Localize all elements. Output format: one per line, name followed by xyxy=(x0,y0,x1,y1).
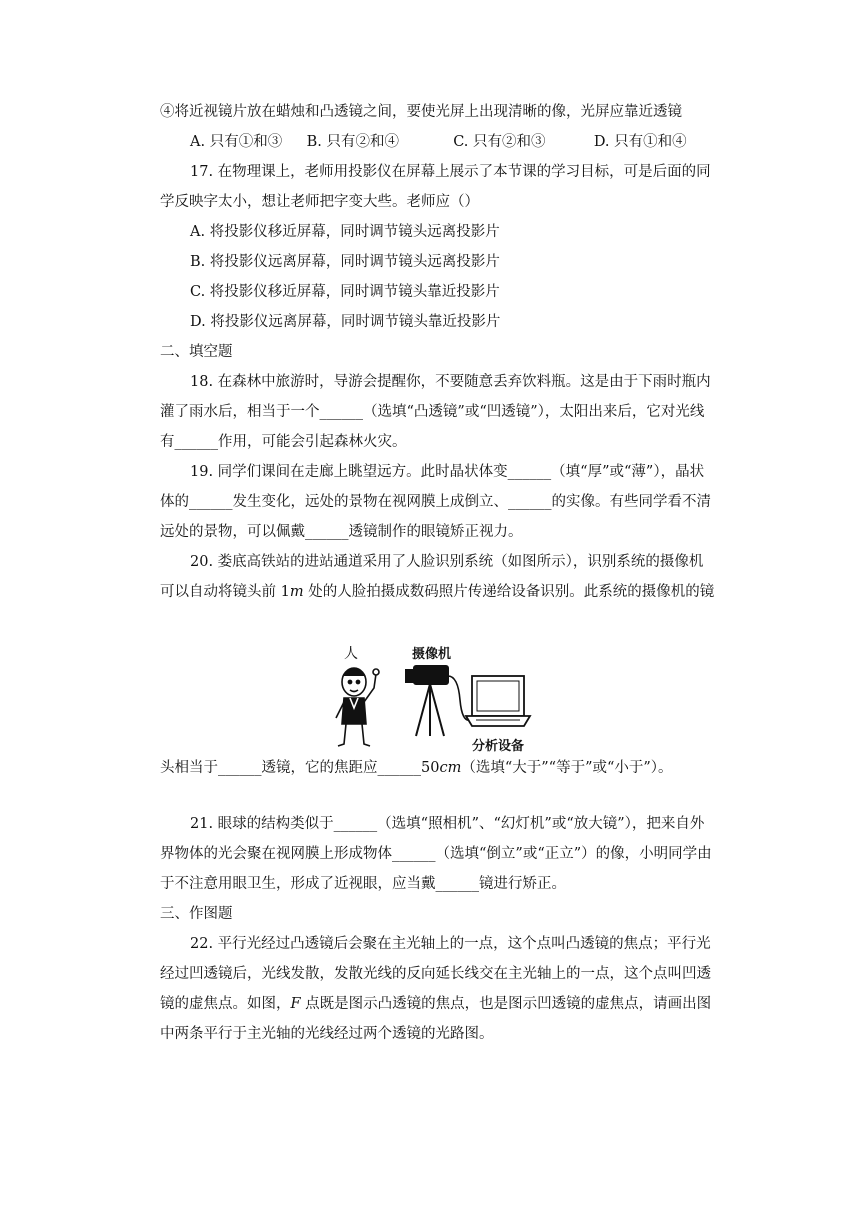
face-recognition-figure xyxy=(330,640,540,756)
q19-line1: 19. 同学们课间在走廊上眺望远方。此时晶状体变______（填“厚”或“薄”），晶状 xyxy=(190,464,705,480)
face-recognition-illustration xyxy=(330,640,540,756)
q22-symbol-f: F xyxy=(290,996,301,1012)
q17-option-b: B. 将投影仪远离屏幕，同时调节镜头远离投影片 xyxy=(190,254,500,270)
q19-line3: 远处的景物，可以佩戴______透镜制作的眼镜矫正视力。 xyxy=(160,524,523,540)
q16-option-c: C. 只有②和③ xyxy=(453,134,546,150)
section-heading-drawing: 三、作图题 xyxy=(160,906,233,922)
q18-line3: 有______作用，可能会引起森林火灾。 xyxy=(160,434,407,450)
q20-line3 xyxy=(160,758,740,778)
q21-line3: 于不注意用眼卫生，形成了近视眼，应当戴______镜进行矫正。 xyxy=(160,876,566,892)
q20-unit-m: m xyxy=(289,584,304,600)
q22-line1: 22. 平行光经过凸透镜后会聚在主光轴上的一点，这个点叫凸透镜的焦点；平行光 xyxy=(190,936,711,952)
q17-option-d: D. 将投影仪远离屏幕，同时调节镜头靠近投影片 xyxy=(190,314,501,330)
q16-option-b: B. 只有②和④ xyxy=(306,134,399,150)
camera-icon xyxy=(406,666,448,736)
figure-label-device: 分析设备 xyxy=(472,739,525,754)
q17-line2: 学反映字太小，想让老师把字变大些。老师应（） xyxy=(160,194,479,210)
q20-line3-start: 头相当于______透镜，它的焦距应______50 xyxy=(160,760,440,776)
figure-label-person: 人 xyxy=(344,646,358,662)
q20-line2 xyxy=(160,582,740,602)
q20-unit-cm: cm xyxy=(439,760,462,776)
cable xyxy=(448,676,470,720)
q22-line4: 中两条平行于主光轴的光线经过两个透镜的光路图。 xyxy=(160,1026,494,1042)
q17-line1: 17. 在物理课上，老师用投影仪在屏幕上展示了本节课的学习目标，可是后面的同 xyxy=(190,164,711,180)
q21-line1: 21. 眼球的结构类似于______（选填“照相机”、“幻灯机”或“放大镜”），把来自外 xyxy=(190,816,705,832)
section-heading-fill-blank: 二、填空题 xyxy=(160,344,233,360)
laptop-icon xyxy=(466,676,530,726)
q20-line3-end: （选填“大于”“等于”或“小于”）。 xyxy=(461,760,673,776)
figure-label-camera: 摄像机 xyxy=(412,647,452,662)
q16-option-a: A. 只有①和③ xyxy=(190,134,283,150)
q20-line2-end: 处的人脸拍摄成数码照片传递给设备识别。此系统的摄像机的镜 xyxy=(303,584,715,600)
person-icon xyxy=(336,668,379,746)
q19-line2: 体的______发生变化，远处的景物在视网膜上成倒立、______的实像。有些同学看不清 xyxy=(160,494,711,510)
q22-line3 xyxy=(160,994,740,1014)
q17-option-c: C. 将投影仪移近屏幕，同时调节镜头靠近投影片 xyxy=(190,284,500,300)
q16-option-d: D. 只有①和④ xyxy=(593,134,687,150)
q16-options xyxy=(190,132,687,152)
q18-line1: 18. 在森林中旅游时，导游会提醒你，不要随意丢弃饮料瓶。这是由于下雨时瓶内 xyxy=(190,374,711,390)
q17-option-a: A. 将投影仪移近屏幕，同时调节镜头远离投影片 xyxy=(190,224,500,240)
q22-line3-start: 镜的虚焦点。如图， xyxy=(160,996,291,1012)
q20-line2-start: 可以自动将镜头前 1 xyxy=(160,584,290,600)
q20-line1: 20. 娄底高铁站的进站通道采用了人脸识别系统（如图所示），识别系统的摄像机 xyxy=(190,554,704,570)
q18-line2: 灌了雨水后，相当于一个______（选填“凸透镜”或“凹透镜”），太阳出来后，它对光线 xyxy=(160,404,705,420)
q21-line2: 界物体的光会聚在视网膜上形成物体______（选填“倒立”或“正立”）的像，小明同学由 xyxy=(160,846,712,862)
q16-item4: ④将近视镜片放在蜡烛和凸透镜之间，要使光屏上出现清晰的像，光屏应靠近透镜 xyxy=(160,104,682,120)
q22-line2: 经过凹透镜后，光线发散，发散光线的反向延长线交在主光轴上的一点，这个点叫凹透 xyxy=(160,966,711,982)
q22-line3-end: 点既是图示凸透镜的焦点，也是图示凹透镜的虚焦点，请画出图 xyxy=(300,996,712,1012)
